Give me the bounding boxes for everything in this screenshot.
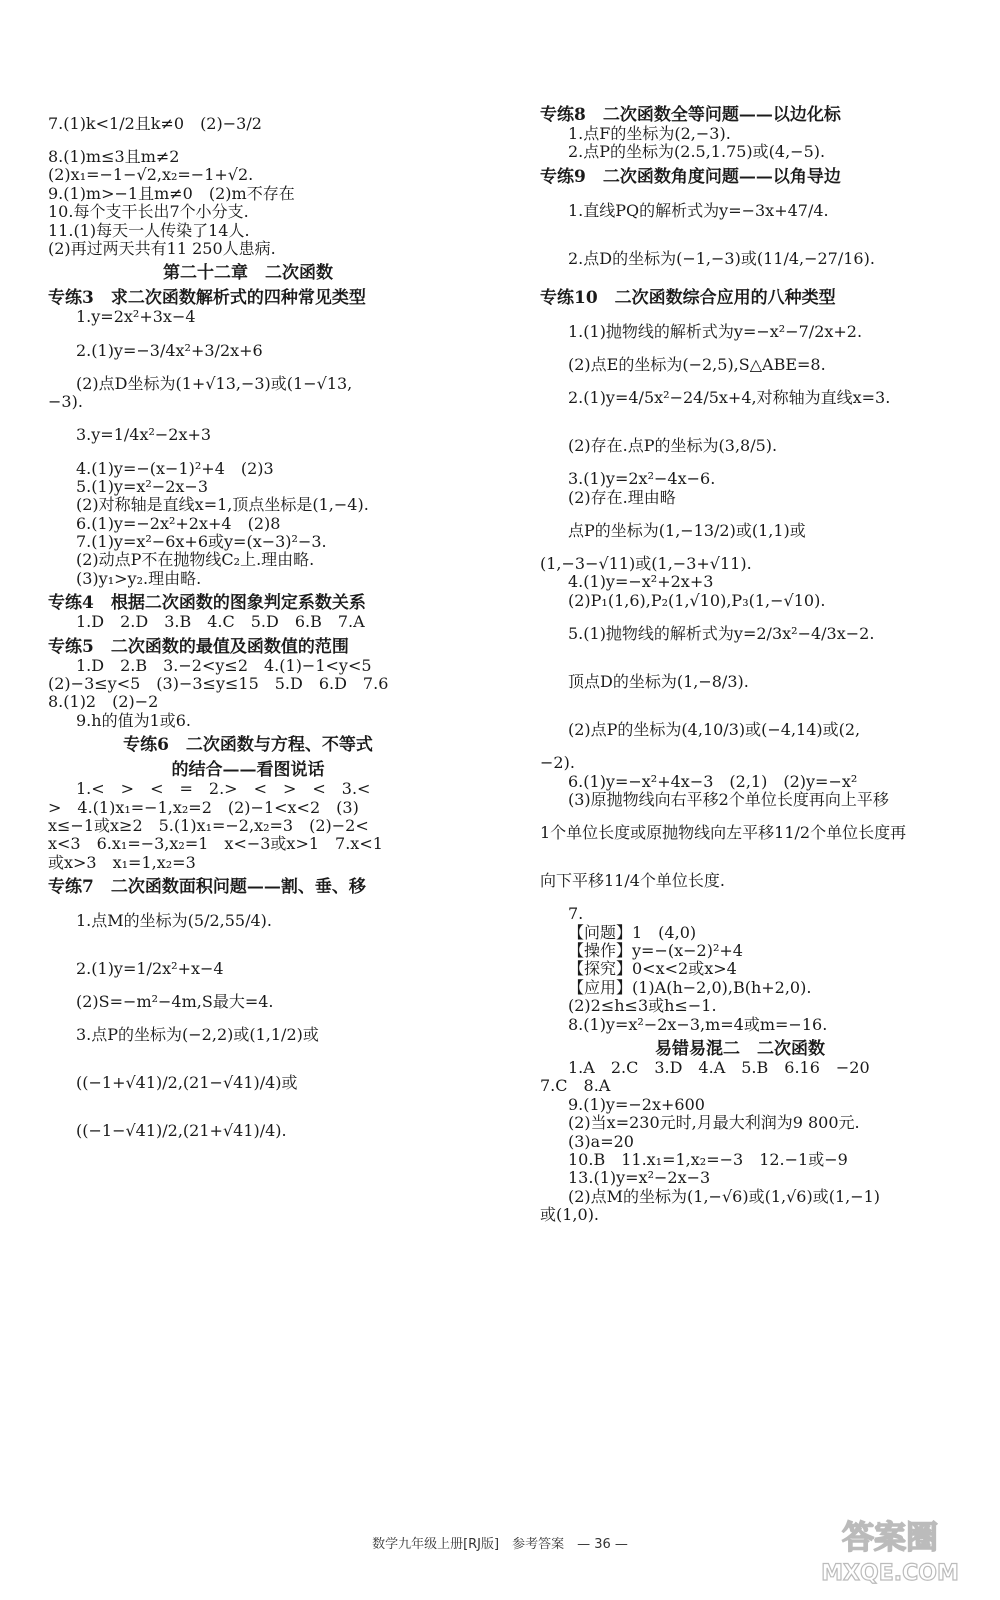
section-heading: 专练10 二次函数综合应用的八种类型 — [540, 287, 836, 308]
left-column — [48, 100, 448, 1156]
answer-line: 【应用】(1)A(h−2,0),B(h+2,0). — [568, 978, 812, 997]
answer-line: 7.(1)k<1/2且k≠0 (2)−3/2 — [48, 113, 262, 133]
section-heading: 专练4 根据二次函数的图象判定系数关系 — [48, 593, 366, 614]
answer-line: (2)S=−m²−4m,S最大=4. — [76, 993, 274, 1012]
answer-line: 10.每个支干长出7个小分支. — [48, 203, 249, 222]
section-heading: 专练8 二次函数全等问题——以边化标 — [540, 105, 841, 125]
page-footer: 数学九年级上册[RJ版] 参考答案 — 36 — — [372, 1537, 628, 1552]
right-column — [540, 100, 940, 1225]
answer-line: 1.直线PQ的解析式为y=−3x+47/4. — [568, 200, 829, 220]
answer-line: 13.(1)y=x²−2x−3 — [568, 1169, 711, 1188]
answer-line: 1.(1)抛物线的解析式为y=−x²−7/2x+2. — [568, 321, 863, 341]
answer-line: (2)2≤h≤3或h≤−1. — [568, 997, 717, 1016]
answer-line: 4.(1)y=−x²+2x+3 — [568, 573, 714, 592]
answer-line: 1.< > < = 2.> < > < 3.< — [76, 780, 371, 799]
answer-line: 1.点M的坐标为(5/2,55/4). — [76, 910, 272, 930]
section-heading: 专练7 二次函数面积问题——割、垂、移 — [48, 877, 366, 898]
answer-line: ((−1−√41)/2,(21+√41)/4). — [76, 1121, 287, 1141]
answer-line: 4.(1)y=−(x−1)²+4 (2)3 — [76, 459, 274, 478]
answer-line: (2)x₁=−1−√2,x₂=−1+√2. — [48, 166, 254, 185]
answer-line: 或(1,0). — [540, 1206, 600, 1225]
answer-line: 2.点D的坐标为(−1,−3)或(11/4,−27/16). — [568, 248, 875, 268]
answer-line: 2.点P的坐标为(2.5,1.75)或(4,−5). — [568, 143, 826, 162]
answer-line: (2)存在.理由略 — [568, 488, 676, 507]
answer-line: (2)对称轴是直线x=1,顶点坐标是(1,−4). — [76, 496, 369, 515]
answer-line: 【探究】0<x<2或x>4 — [568, 960, 737, 979]
answer-line: 2.(1)y=−3/4x²+3/2x+6 — [76, 340, 263, 360]
answer-line: (2)点M的坐标为(1,−√6)或(1,√6)或(1,−1) — [568, 1187, 881, 1206]
answer-line: 8.(1)2 (2)−2 — [48, 693, 159, 712]
answer-line: x<3 6.x₁=−3,x₂=1 x<−3或x>1 7.x<1 — [48, 835, 383, 854]
watermark-text-1: 答案圈 — [841, 1518, 939, 1556]
answer-line: 1.D 2.D 3.B 4.C 5.D 6.B 7.A — [76, 613, 365, 632]
answer-line: (2)点E的坐标为(−2,5),S△ABE=8. — [568, 355, 826, 374]
answer-line: (2)动点P不在抛物线C₂上.理由略. — [76, 551, 315, 570]
answer-line: 9.(1)m>−1且m≠0 (2)m不存在 — [48, 184, 295, 203]
watermark-logo — [800, 1510, 980, 1590]
answer-line: (3)y₁>y₂.理由略. — [76, 569, 202, 588]
answer-line: 5.(1)y=x²−2x−3 — [76, 477, 209, 496]
watermark-text-2: MXQE.COM — [821, 1561, 959, 1586]
answer-line: 11.(1)每天一人传染了14人. — [48, 221, 250, 240]
section-heading: 专练9 二次函数角度问题——以角导边 — [540, 166, 841, 187]
answer-line: 5.(1)抛物线的解析式为y=2/3x²−4/3x−2. — [568, 623, 875, 643]
section-heading: 第二十二章 二次函数 — [163, 263, 333, 284]
answer-line: x≤−1或x≥2 5.(1)x₁=−2,x₂=3 (2)−2< — [48, 816, 369, 835]
answer-line: 1个单位长度或原抛物线向左平移11/2个单位长度再 — [540, 823, 907, 843]
answer-line: 6.(1)y=−2x²+2x+4 (2)8 — [76, 514, 281, 533]
answer-line: 6.(1)y=−x²+4x−3 (2,1) (2)y=−x² — [568, 772, 858, 791]
answer-line: (2)存在.点P的坐标为(3,8/5). — [568, 435, 778, 455]
answer-line: 8.(1)m≤3且m≠2 — [48, 148, 180, 166]
answer-line: 1.A 2.C 3.D 4.A 5.B 6.16 −20 — [568, 1059, 870, 1078]
section-heading: 专练3 求二次函数解析式的四种常见类型 — [48, 288, 366, 309]
answer-line: 3.(1)y=2x²−4x−6. — [568, 470, 716, 489]
answer-line: (2)−3≤y<5 (3)−3≤y≤15 5.D 6.D 7.6 — [48, 675, 389, 694]
answer-line: 1.点F的坐标为(2,−3). — [568, 125, 731, 143]
answer-line: 3.y=1/4x²−2x+3 — [76, 425, 212, 445]
answer-line: 1.D 2.B 3.−2<y≤2 4.(1)−1<y<5 — [76, 656, 372, 675]
answer-line: 1.y=2x²+3x−4 — [76, 308, 196, 327]
answer-line: ((−1+√41)/2,(21−√41)/4)或 — [76, 1073, 298, 1093]
answer-line: 或x>3 x₁=1,x₂=3 — [48, 853, 196, 872]
answer-line: 8.(1)y=x²−2x−3,m=4或m=−16. — [568, 1015, 828, 1034]
answer-line: −2). — [540, 754, 575, 773]
section-heading: 的结合——看图说话 — [171, 760, 325, 781]
answer-line: 9.(1)y=−2x+600 — [568, 1095, 705, 1114]
answer-line: (3)a=20 — [568, 1132, 634, 1151]
answer-line: 9.h的值为1或6. — [76, 711, 192, 730]
answer-line: −3). — [48, 393, 83, 412]
answer-line: (2)当x=230元时,月最大利润为9 800元. — [568, 1114, 860, 1133]
section-heading: 专练6 二次函数与方程、不等式 — [123, 735, 373, 756]
answer-line: 10.B 11.x₁=1,x₂=−3 12.−1或−9 — [568, 1150, 848, 1169]
answer-line: 点P的坐标为(1,−13/2)或(1,1)或 — [568, 520, 806, 540]
answer-line: 7.C 8.A — [540, 1077, 611, 1096]
answer-line: 3.点P的坐标为(−2,2)或(1,1/2)或 — [76, 1025, 319, 1045]
answer-line: > 4.(1)x₁=−1,x₂=2 (2)−1<x<2 (3) — [48, 798, 359, 817]
answer-line: 7. — [568, 905, 584, 924]
answer-line: 7.(1)y=x²−6x+6或y=(x−3)²−3. — [76, 533, 327, 552]
answer-line: 2.(1)y=4/5x²−24/5x+4,对称轴为直线x=3. — [568, 387, 891, 407]
answer-line: (2)P₁(1,6),P₂(1,√10),P₃(1,−√10). — [568, 591, 826, 610]
answer-line: (1,−3−√11)或(1,−3+√11). — [540, 554, 752, 573]
answer-line: 【问题】1 (4,0) — [568, 923, 697, 942]
answer-line: (2)点D坐标为(1+√13,−3)或(1−√13, — [76, 374, 353, 393]
section-heading: 专练5 二次函数的最值及函数值的范围 — [48, 636, 349, 657]
section-heading: 易错易混二 二次函数 — [655, 1039, 825, 1060]
answer-line: 顶点D的坐标为(1,−8/3). — [568, 671, 749, 691]
answer-line: 【操作】y=−(x−2)²+4 — [568, 942, 743, 961]
answer-line: 向下平移11/4个单位长度. — [540, 871, 726, 891]
answer-line: (3)原抛物线向右平移2个单位长度再向上平移 — [568, 790, 889, 809]
answer-line: 2.(1)y=1/2x²+x−4 — [76, 958, 224, 978]
answer-line: (2)再过两天共有11 250人患病. — [48, 239, 276, 258]
answer-line: (2)点P的坐标为(4,10/3)或(−4,14)或(2, — [568, 719, 861, 739]
